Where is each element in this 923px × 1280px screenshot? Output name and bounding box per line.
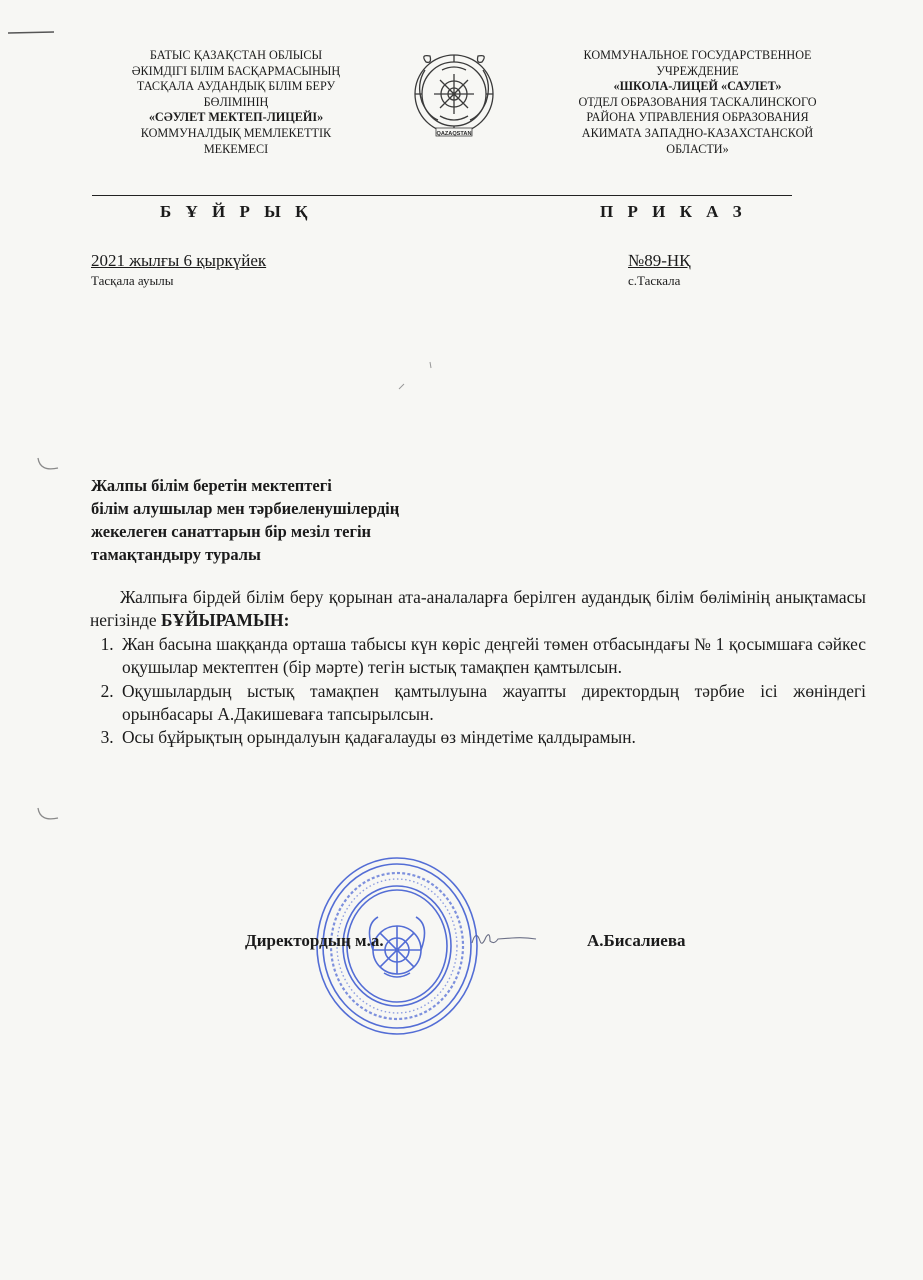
signatory-title: Директордың м.а. (245, 931, 384, 950)
header-line: ОТДЕЛ ОБРАЗОВАНИЯ ТАСКАЛИНСКОГО (578, 94, 817, 109)
header-line: ТАСҚАЛА АУДАНДЫҚ БІЛІМ БЕРУ (136, 79, 336, 94)
header-line: ӘКІМДІГІ БІЛІМ БАСҚАРМАСЫНЫҢ (131, 63, 341, 78)
order-date: 2021 жылғы 6 қыркүйек (91, 251, 267, 270)
order-subject (91, 474, 551, 566)
header-line: РАЙОНА УПРАВЛЕНИЯ ОБРАЗОВАНИЯ (586, 110, 809, 125)
header-kazakh (105, 48, 367, 157)
decree-word: БҰЙЫРАМЫН: (160, 610, 290, 631)
place-kazakh: Тасқала ауылы (91, 273, 174, 288)
subject-line: Жалпы білім беретін мектептегі (91, 476, 332, 495)
place-russian: с.Таскала (628, 273, 681, 288)
order-number: №89-НҚ (628, 251, 691, 270)
doc-type-russian: П Р И К А З (600, 202, 747, 221)
order-items (90, 633, 866, 750)
signatory-name: А.Бисалиева (587, 931, 686, 950)
punch-hole-mark-icon (36, 456, 62, 474)
header-line: БӨЛІМІНІҢ (203, 94, 269, 109)
scan-mark-icon (396, 360, 436, 390)
header-line: КОММУНАЛЬНОЕ ГОСУДАРСТВЕННОЕ (583, 48, 812, 62)
punch-hole-mark-icon (36, 806, 62, 824)
intro-text: Жалпыға бірдей білім беру қорынан ата-аналаларға берілген аудандық білім бөлімінің анықтамасы негізінде (90, 587, 866, 631)
header-line: УЧРЕЖДЕНИЕ (656, 63, 739, 78)
order-item: 3. Осы бұйрықтың орындалуын қадағалауды өз міндетіме қалдырамын. (118, 726, 866, 749)
scan-mark-icon (8, 28, 54, 36)
header-school-name: «ШКОЛА-ЛИЦЕЙ «САУЛЕТ» (613, 79, 782, 94)
state-emblem-icon (412, 50, 496, 142)
doc-type-kazakh: Б Ұ Й Р Ы Қ (160, 202, 313, 221)
header-school-name: «СӘУЛЕТ МЕКТЕП-ЛИЦЕЙІ» (148, 110, 324, 125)
subject-line: жекелеген санаттарын бір мезіл тегін (91, 522, 372, 541)
header-line: ОБЛАСТИ» (666, 141, 729, 156)
subject-line: білім алушылар мен тәрбиеленушілердің (91, 499, 400, 518)
order-body (90, 586, 866, 750)
intro-paragraph (90, 586, 866, 633)
emblem-label: QAZAQSTAN (436, 130, 472, 137)
header-line: БАТЫС ҚАЗАҚСТАН ОБЛЫСЫ (149, 48, 323, 62)
header-line: КОММУНАЛДЫҚ МЕМЛЕКЕТТІК (140, 125, 332, 140)
header-russian (555, 48, 840, 157)
header-line: АКИМАТА ЗАПАДНО-КАЗАХСТАНСКОЙ (581, 125, 814, 140)
header-divider (92, 195, 792, 196)
subject-line: тамақтандыру туралы (91, 545, 261, 564)
order-item: 1. Жан басына шаққанда орташа табысы күн көріс деңгейі төмен отбасындағы № 1 қосымшаға сәйкес оқушылар мектептен (бір мәрте) тегін ыстық тамақпен қамтылсын. (118, 633, 866, 680)
order-item: 2. Оқушылардың ыстық тамақпен қамтылуына жауапты директордың тәрбие ісі жөніндегі орынбасары А.Дакишеваға тапсырылсын. (118, 680, 866, 727)
header-line: МЕКЕМЕСІ (203, 141, 269, 156)
